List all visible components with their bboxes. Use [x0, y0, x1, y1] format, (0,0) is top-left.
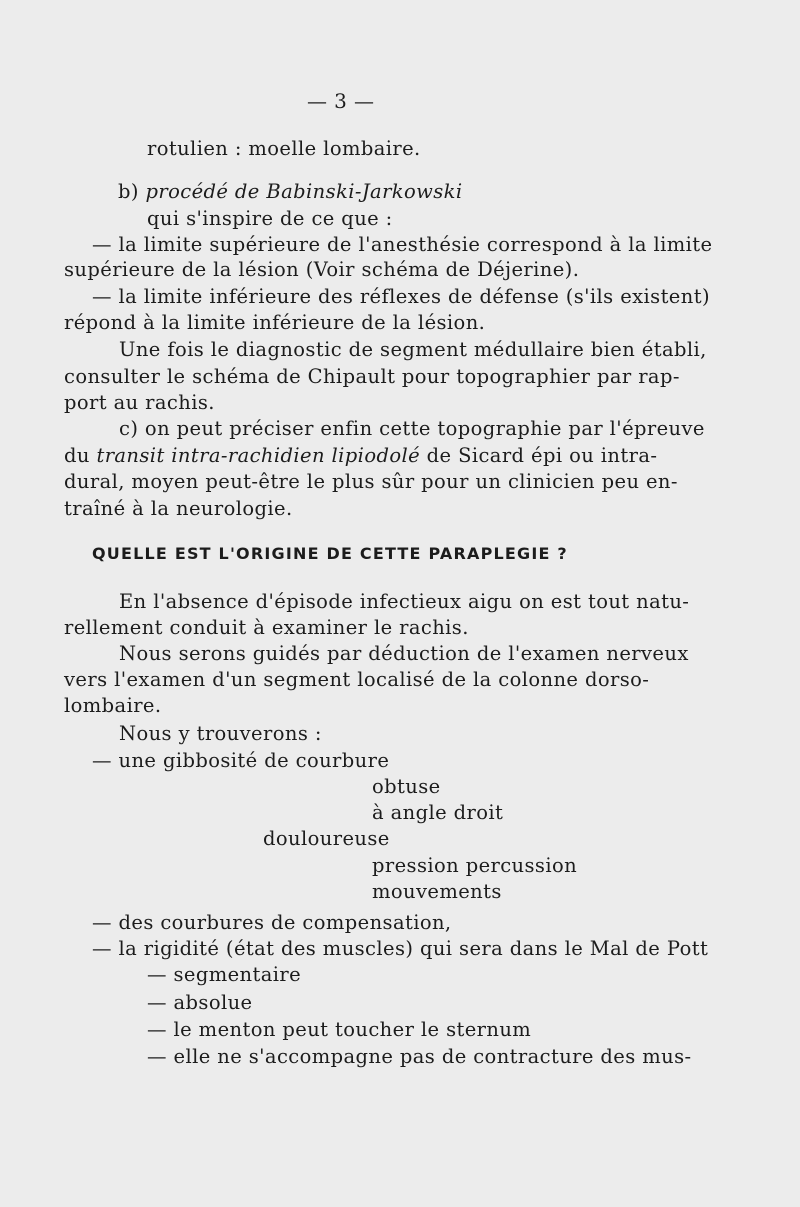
text-line: Une fois le diagnostic de segment médullaire bien établi, — [119, 338, 707, 361]
text-line: port au rachis. — [64, 391, 215, 414]
list-subitem: — absolue — [147, 991, 253, 1014]
text-segment: de Sicard épi ou intra- — [420, 444, 658, 467]
list-subitem: obtuse — [372, 775, 441, 798]
text-line: En l'absence d'épisode infectieux aigu on est tout natu- — [119, 590, 690, 613]
list-subitem: douloureuse — [263, 827, 390, 850]
text-line: consulter le schéma de Chipault pour topographier par rap- — [64, 365, 680, 388]
text-line: — la limite inférieure des réflexes de défense (s'ils existent) — [92, 285, 710, 308]
list-subitem: mouvements — [372, 880, 502, 903]
text-line: traîné à la neurologie. — [64, 497, 293, 520]
text-line: Nous y trouverons : — [119, 722, 322, 745]
list-subitem: — le menton peut toucher le sternum — [147, 1018, 532, 1041]
text-line — [64, 443, 657, 469]
text-line: rellement conduit à examiner le rachis. — [64, 616, 469, 639]
section-heading: QUELLE EST L'ORIGINE DE CETTE PARAPLEGIE ? — [92, 544, 568, 563]
text-line: dural, moyen peut-être le plus sûr pour un clinicien peu en- — [64, 470, 678, 493]
page-number: — 3 — — [307, 89, 375, 113]
text-line: rotulien : moelle lombaire. — [147, 137, 421, 160]
text-line: répond à la limite inférieure de la lésion. — [64, 311, 486, 334]
text-segment: du — [64, 444, 97, 467]
text-line: — la limite supérieure de l'anesthésie correspond à la limite — [92, 233, 713, 256]
text-line: c) on peut préciser enfin cette topographie par l'épreuve — [119, 417, 705, 440]
list-item: — une gibbosité de courbure — [92, 749, 390, 772]
text-line: qui s'inspire de ce que : — [147, 207, 393, 230]
italic-term: procédé de Babinski-Jarkowski — [145, 180, 463, 203]
list-marker: b) — [118, 180, 146, 203]
list-subitem: — elle ne s'accompagne pas de contracture des mus- — [147, 1045, 692, 1068]
text-line: Nous serons guidés par déduction de l'examen nerveux — [119, 642, 689, 665]
list-item: — la rigidité (état des muscles) qui sera dans le Mal de Pott — [92, 937, 709, 960]
italic-term: transit intra-rachidien lipiodolé — [96, 444, 421, 467]
text-line: vers l'examen d'un segment localisé de la colonne dorso- — [64, 668, 650, 691]
list-subitem: pression percussion — [372, 854, 578, 877]
list-item: — des courbures de compensation, — [92, 911, 452, 934]
text-line — [118, 179, 463, 205]
list-subitem: à angle droit — [372, 801, 504, 824]
text-line: supérieure de la lésion (Voir schéma de Déjerine). — [64, 258, 580, 281]
text-line: lombaire. — [64, 694, 162, 717]
list-subitem: — segmentaire — [147, 963, 302, 986]
